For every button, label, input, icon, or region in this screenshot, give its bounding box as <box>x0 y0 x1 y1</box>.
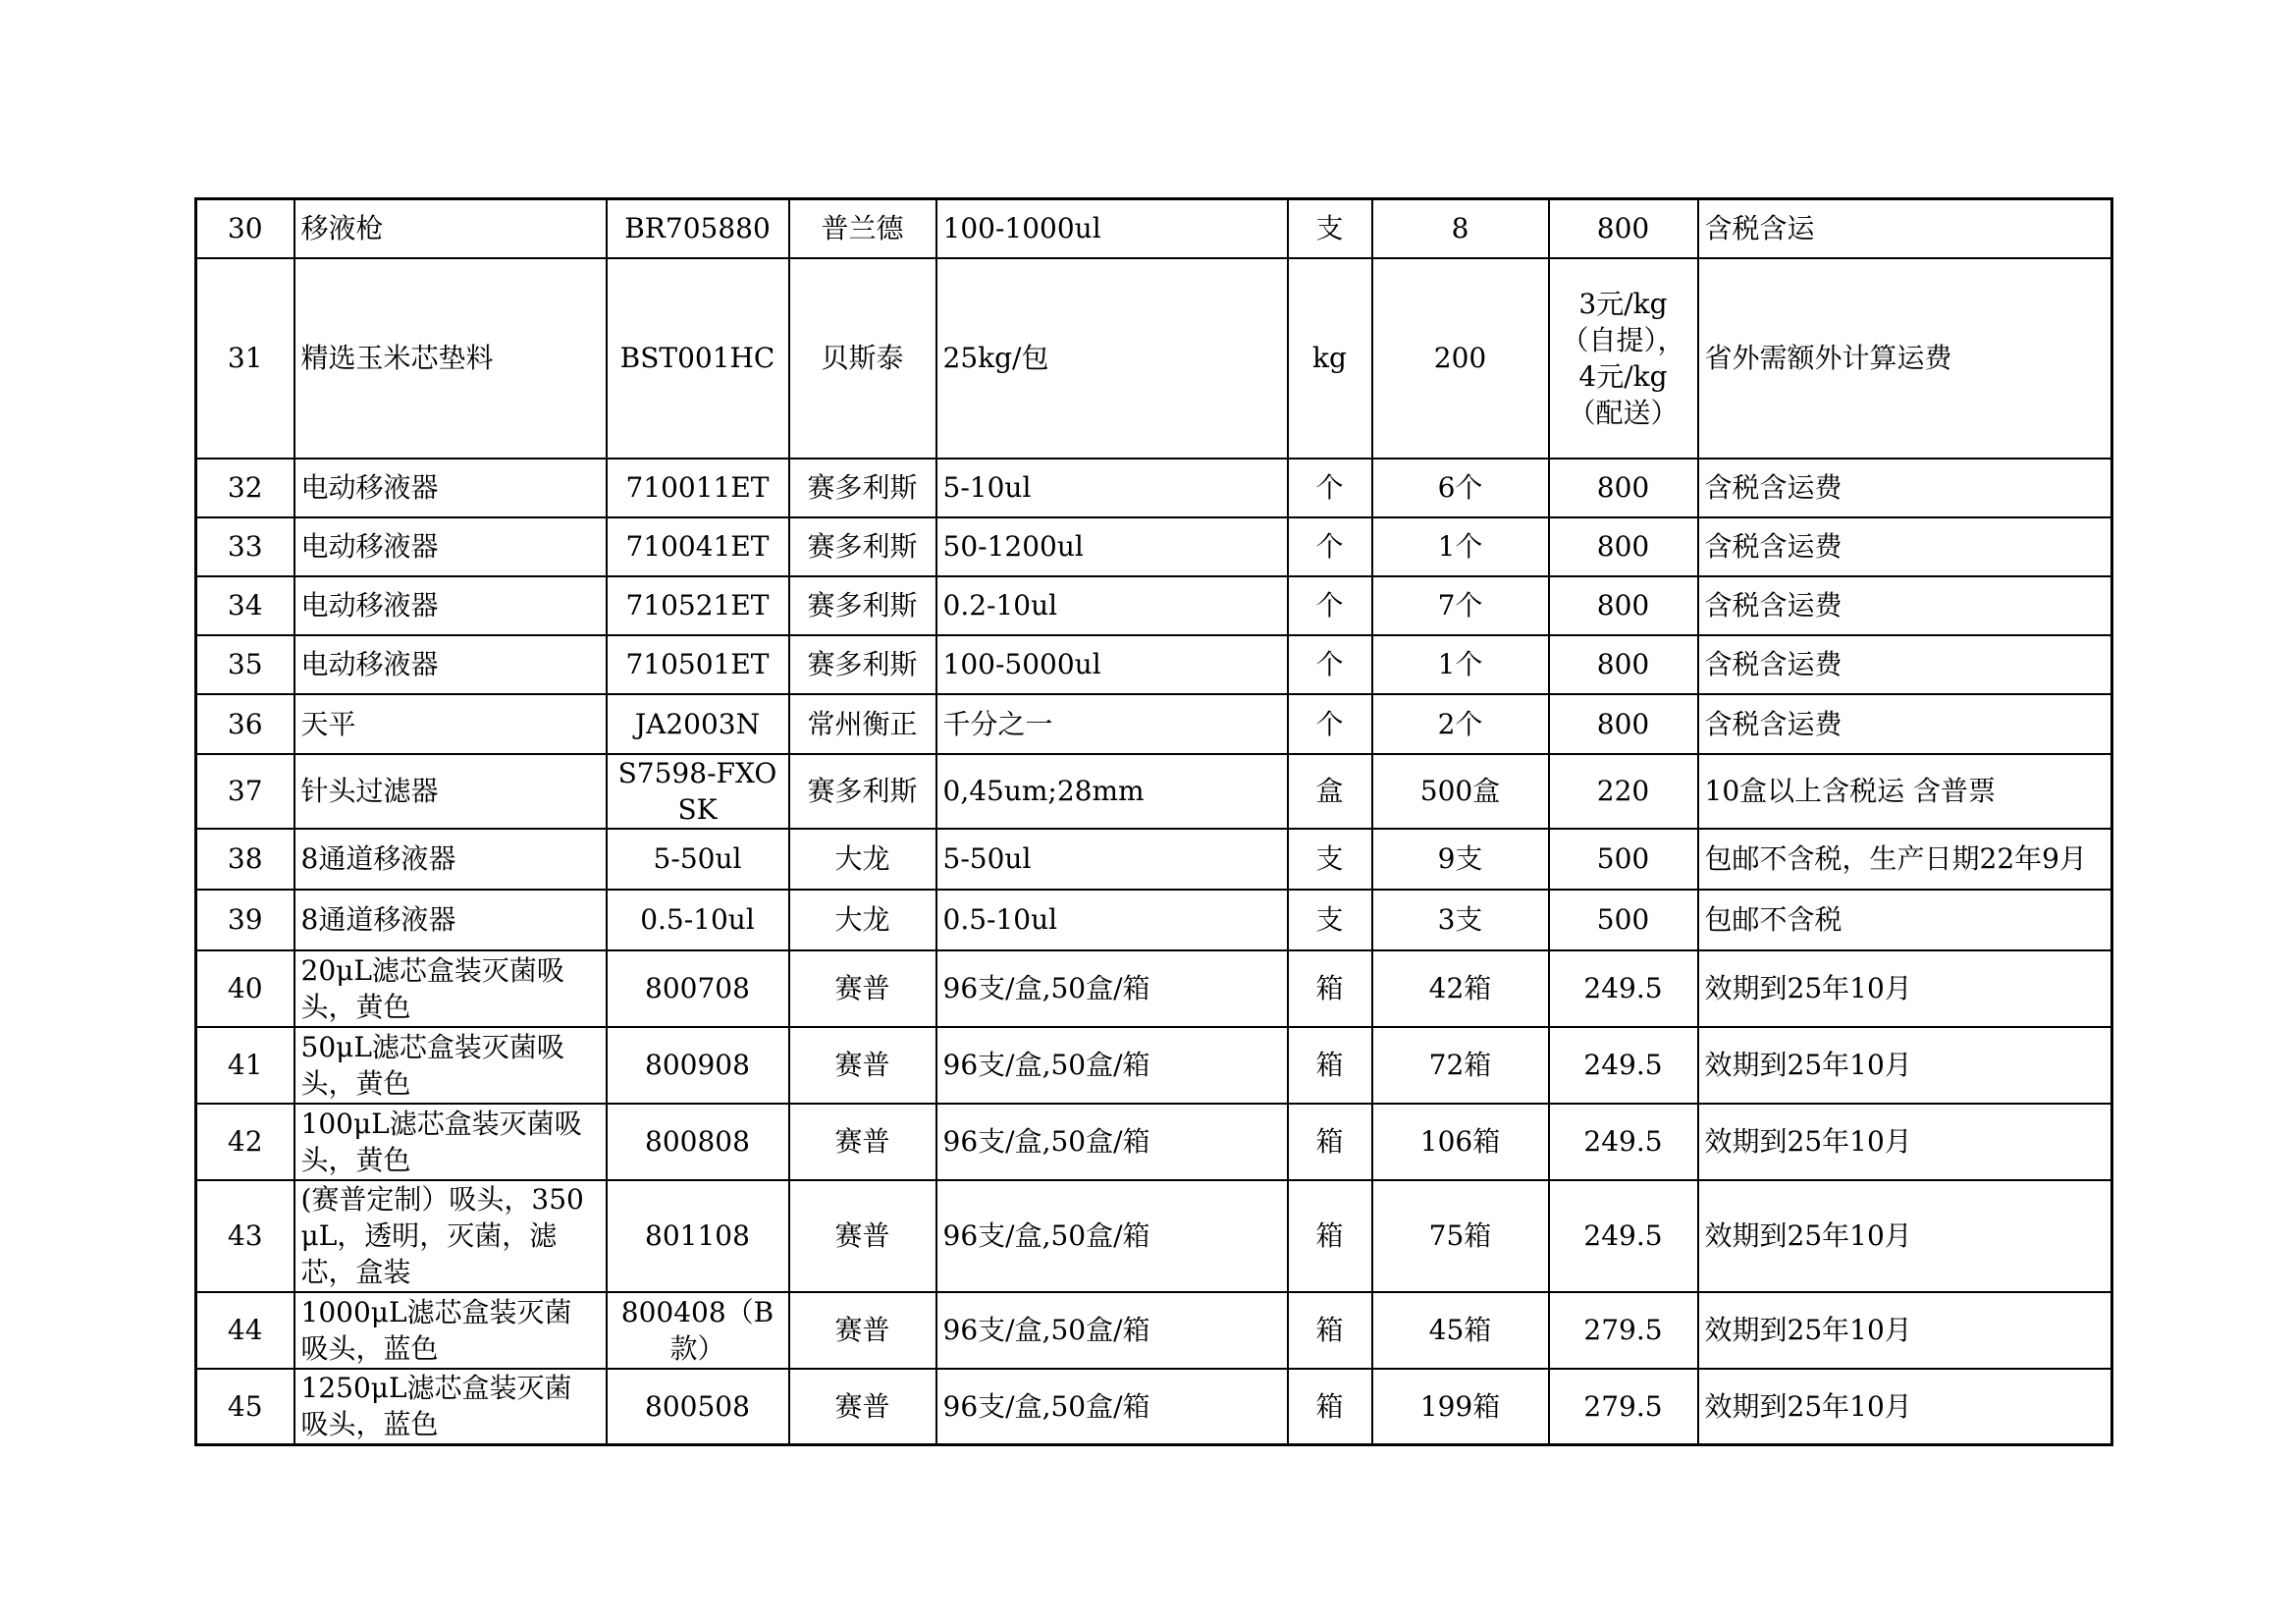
cell-note: 包邮不含税，生产日期22年9月 <box>1698 829 2112 890</box>
cell-qty: 7个 <box>1372 576 1549 635</box>
cell-unit: 箱 <box>1288 1369 1372 1445</box>
table-row <box>196 1369 2112 1445</box>
cell-qty: 2个 <box>1372 694 1549 754</box>
cell-qty: 1个 <box>1372 635 1549 694</box>
cell-unit: 个 <box>1288 459 1372 517</box>
cell-name: (赛普定制）吸头，350μL，透明，灭菌，滤芯，盒装 <box>294 1180 607 1292</box>
cell-no: 36 <box>196 694 294 754</box>
table-row <box>196 576 2112 635</box>
cell-unit: 盒 <box>1288 754 1372 829</box>
cell-no: 30 <box>196 199 294 258</box>
cell-spec: 96支/盒,50盒/箱 <box>936 1104 1288 1180</box>
cell-qty: 75箱 <box>1372 1180 1549 1292</box>
cell-brand: 赛多利斯 <box>789 635 936 694</box>
cell-unit: 个 <box>1288 517 1372 576</box>
cell-model: 0.5-10ul <box>607 890 789 950</box>
cell-price: 249.5 <box>1549 950 1698 1027</box>
cell-name: 电动移液器 <box>294 459 607 517</box>
cell-name: 8通道移液器 <box>294 829 607 890</box>
table-row <box>196 950 2112 1027</box>
cell-model: JA2003N <box>607 694 789 754</box>
cell-spec: 0.5-10ul <box>936 890 1288 950</box>
cell-model: 800708 <box>607 950 789 1027</box>
cell-unit: 箱 <box>1288 1292 1372 1369</box>
cell-note: 效期到25年10月 <box>1698 1369 2112 1445</box>
cell-spec: 0,45um;28mm <box>936 754 1288 829</box>
table-row <box>196 258 2112 459</box>
table-row <box>196 459 2112 517</box>
cell-note: 效期到25年10月 <box>1698 1027 2112 1104</box>
cell-model: 710011ET <box>607 459 789 517</box>
cell-brand: 贝斯泰 <box>789 258 936 459</box>
cell-model: 800508 <box>607 1369 789 1445</box>
cell-model: 710041ET <box>607 517 789 576</box>
cell-qty: 42箱 <box>1372 950 1549 1027</box>
cell-note: 含税含运费 <box>1698 517 2112 576</box>
cell-note: 效期到25年10月 <box>1698 950 2112 1027</box>
cell-model: 710501ET <box>607 635 789 694</box>
cell-model: BR705880 <box>607 199 789 258</box>
cell-price: 220 <box>1549 754 1698 829</box>
cell-note: 含税含运费 <box>1698 635 2112 694</box>
cell-price: 500 <box>1549 829 1698 890</box>
cell-no: 42 <box>196 1104 294 1180</box>
cell-qty: 72箱 <box>1372 1027 1549 1104</box>
cell-qty: 9支 <box>1372 829 1549 890</box>
cell-qty: 500盒 <box>1372 754 1549 829</box>
cell-qty: 106箱 <box>1372 1104 1549 1180</box>
cell-note: 含税含运费 <box>1698 459 2112 517</box>
table-row <box>196 1180 2112 1292</box>
cell-price: 800 <box>1549 635 1698 694</box>
cell-qty: 45箱 <box>1372 1292 1549 1369</box>
cell-price: 800 <box>1549 694 1698 754</box>
cell-model: 800808 <box>607 1104 789 1180</box>
cell-qty: 1个 <box>1372 517 1549 576</box>
cell-no: 37 <box>196 754 294 829</box>
cell-spec: 0.2-10ul <box>936 576 1288 635</box>
cell-brand: 赛多利斯 <box>789 517 936 576</box>
cell-brand: 常州衡正 <box>789 694 936 754</box>
table-row <box>196 890 2112 950</box>
table-row <box>196 829 2112 890</box>
table-row <box>196 199 2112 258</box>
cell-model: 801108 <box>607 1180 789 1292</box>
cell-spec: 96支/盒,50盒/箱 <box>936 1292 1288 1369</box>
cell-spec: 50-1200ul <box>936 517 1288 576</box>
cell-name: 1000μL滤芯盒装灭菌吸头，蓝色 <box>294 1292 607 1369</box>
cell-price: 249.5 <box>1549 1104 1698 1180</box>
table-row <box>196 635 2112 694</box>
table-row <box>196 754 2112 829</box>
cell-brand: 赛普 <box>789 1027 936 1104</box>
cell-brand: 赛普 <box>789 1180 936 1292</box>
cell-qty: 200 <box>1372 258 1549 459</box>
cell-no: 32 <box>196 459 294 517</box>
cell-name: 精选玉米芯垫料 <box>294 258 607 459</box>
cell-name: 100μL滤芯盒装灭菌吸头，黄色 <box>294 1104 607 1180</box>
cell-brand: 赛普 <box>789 1292 936 1369</box>
cell-spec: 96支/盒,50盒/箱 <box>936 1027 1288 1104</box>
cell-name: 天平 <box>294 694 607 754</box>
cell-no: 34 <box>196 576 294 635</box>
cell-brand: 大龙 <box>789 890 936 950</box>
cell-note: 包邮不含税 <box>1698 890 2112 950</box>
cell-name: 20μL滤芯盒装灭菌吸头，黄色 <box>294 950 607 1027</box>
product-table <box>194 197 2113 1446</box>
table-row <box>196 1104 2112 1180</box>
cell-no: 39 <box>196 890 294 950</box>
cell-unit: 箱 <box>1288 1027 1372 1104</box>
cell-name: 1250μL滤芯盒装灭菌吸头，蓝色 <box>294 1369 607 1445</box>
cell-name: 电动移液器 <box>294 517 607 576</box>
cell-brand: 赛多利斯 <box>789 576 936 635</box>
table-body <box>196 199 2112 1445</box>
cell-price: 800 <box>1549 517 1698 576</box>
table-row <box>196 1027 2112 1104</box>
table-row <box>196 1292 2112 1369</box>
cell-no: 43 <box>196 1180 294 1292</box>
table-row <box>196 694 2112 754</box>
cell-no: 38 <box>196 829 294 890</box>
cell-brand: 赛多利斯 <box>789 459 936 517</box>
cell-name: 电动移液器 <box>294 576 607 635</box>
cell-no: 41 <box>196 1027 294 1104</box>
cell-name: 50μL滤芯盒装灭菌吸头，黄色 <box>294 1027 607 1104</box>
cell-qty: 8 <box>1372 199 1549 258</box>
cell-no: 44 <box>196 1292 294 1369</box>
cell-spec: 100-1000ul <box>936 199 1288 258</box>
cell-brand: 普兰德 <box>789 199 936 258</box>
cell-unit: 支 <box>1288 199 1372 258</box>
cell-name: 电动移液器 <box>294 635 607 694</box>
cell-unit: kg <box>1288 258 1372 459</box>
cell-no: 40 <box>196 950 294 1027</box>
cell-qty: 6个 <box>1372 459 1549 517</box>
cell-price: 3元/kg（自提），4元/kg（配送） <box>1549 258 1698 459</box>
cell-name: 移液枪 <box>294 199 607 258</box>
cell-price: 279.5 <box>1549 1369 1698 1445</box>
cell-note: 含税含运费 <box>1698 694 2112 754</box>
cell-spec: 96支/盒,50盒/箱 <box>936 950 1288 1027</box>
cell-spec: 96支/盒,50盒/箱 <box>936 1369 1288 1445</box>
cell-name: 8通道移液器 <box>294 890 607 950</box>
cell-price: 500 <box>1549 890 1698 950</box>
cell-model: 710521ET <box>607 576 789 635</box>
cell-unit: 支 <box>1288 829 1372 890</box>
cell-price: 249.5 <box>1549 1180 1698 1292</box>
cell-spec: 25kg/包 <box>936 258 1288 459</box>
cell-model: S7598-FXOSK <box>607 754 789 829</box>
cell-brand: 赛多利斯 <box>789 754 936 829</box>
cell-brand: 大龙 <box>789 829 936 890</box>
cell-unit: 个 <box>1288 635 1372 694</box>
cell-price: 279.5 <box>1549 1292 1698 1369</box>
cell-price: 800 <box>1549 459 1698 517</box>
cell-price: 249.5 <box>1549 1027 1698 1104</box>
cell-spec: 100-5000ul <box>936 635 1288 694</box>
cell-spec: 千分之一 <box>936 694 1288 754</box>
table-row <box>196 517 2112 576</box>
cell-note: 含税含运费 <box>1698 576 2112 635</box>
cell-price: 800 <box>1549 199 1698 258</box>
cell-model: 800408（B款） <box>607 1292 789 1369</box>
cell-unit: 箱 <box>1288 1180 1372 1292</box>
cell-unit: 个 <box>1288 576 1372 635</box>
cell-unit: 箱 <box>1288 1104 1372 1180</box>
cell-brand: 赛普 <box>789 950 936 1027</box>
cell-model: 800908 <box>607 1027 789 1104</box>
cell-name: 针头过滤器 <box>294 754 607 829</box>
cell-note: 含税含运 <box>1698 199 2112 258</box>
cell-note: 省外需额外计算运费 <box>1698 258 2112 459</box>
cell-model: 5-50ul <box>607 829 789 890</box>
cell-price: 800 <box>1549 576 1698 635</box>
cell-spec: 96支/盒,50盒/箱 <box>936 1180 1288 1292</box>
cell-unit: 支 <box>1288 890 1372 950</box>
cell-note: 效期到25年10月 <box>1698 1180 2112 1292</box>
cell-spec: 5-10ul <box>936 459 1288 517</box>
cell-no: 45 <box>196 1369 294 1445</box>
cell-unit: 个 <box>1288 694 1372 754</box>
cell-spec: 5-50ul <box>936 829 1288 890</box>
cell-note: 10盒以上含税运 含普票 <box>1698 754 2112 829</box>
cell-unit: 箱 <box>1288 950 1372 1027</box>
cell-brand: 赛普 <box>789 1369 936 1445</box>
cell-note: 效期到25年10月 <box>1698 1104 2112 1180</box>
cell-brand: 赛普 <box>789 1104 936 1180</box>
cell-no: 35 <box>196 635 294 694</box>
cell-qty: 3支 <box>1372 890 1549 950</box>
cell-no: 31 <box>196 258 294 459</box>
cell-no: 33 <box>196 517 294 576</box>
cell-note: 效期到25年10月 <box>1698 1292 2112 1369</box>
cell-model: BST001HC <box>607 258 789 459</box>
cell-qty: 199箱 <box>1372 1369 1549 1445</box>
